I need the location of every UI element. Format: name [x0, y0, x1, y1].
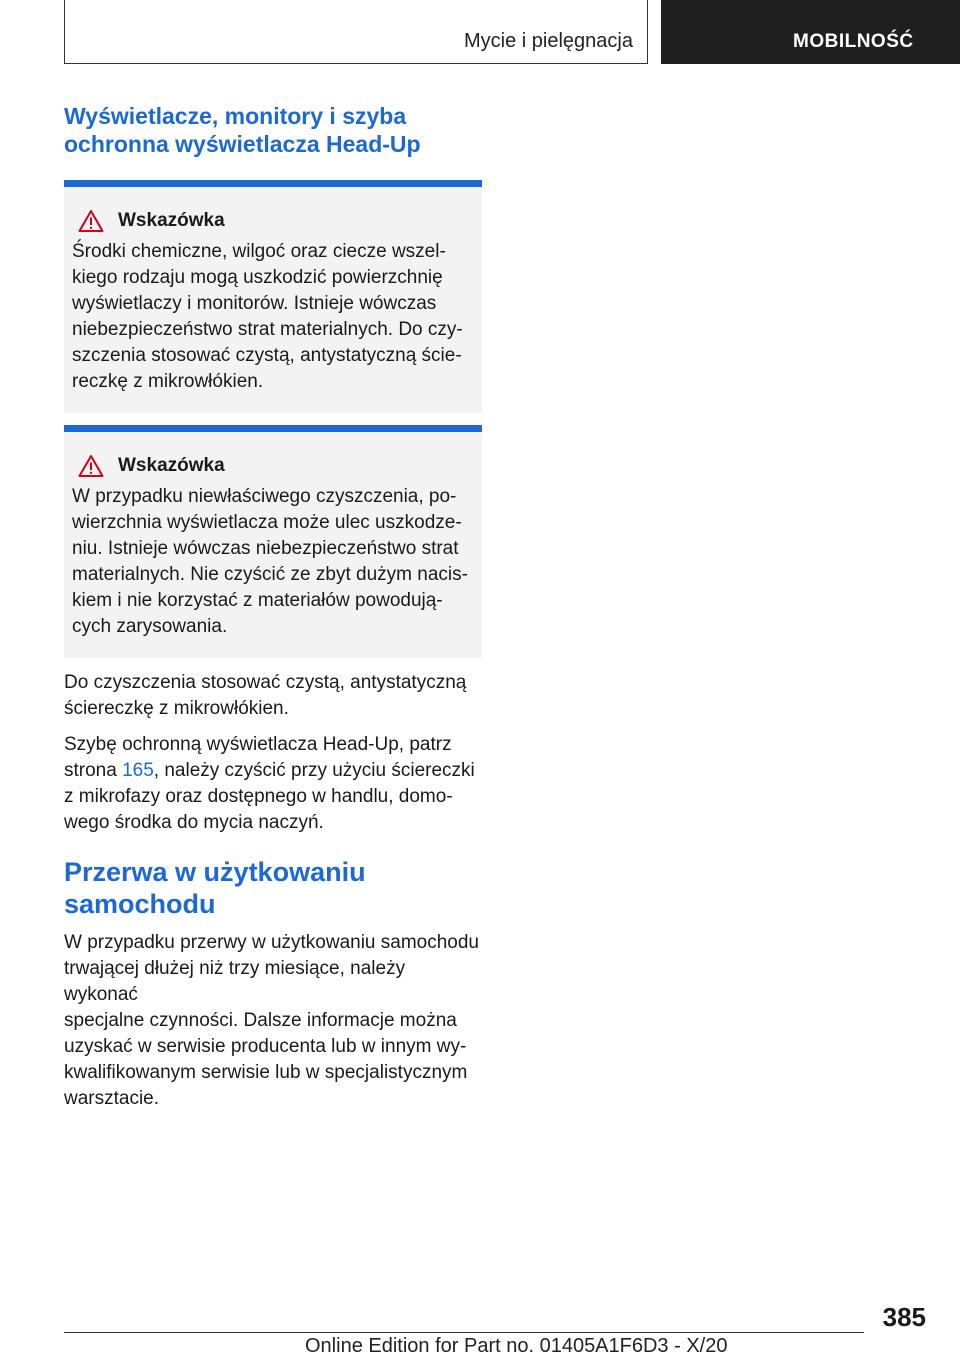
- paragraph-storage: [64, 930, 482, 1112]
- heading-line: samochodu: [64, 889, 216, 919]
- text-line: niebezpieczeństwo strat materialnych. Do czy‐: [72, 319, 463, 340]
- content-column: [64, 102, 482, 1122]
- header-section-title: Mycie i pielęgnacja: [464, 30, 633, 52]
- text-line: materialnych. Nie czyścić ze zbyt dużym nacis‐: [72, 564, 468, 585]
- text-fragment: strona: [64, 760, 123, 781]
- warning-title: Wskazówka: [118, 455, 225, 476]
- text-line: wierzchnia wyświetlacza może ulec uszkodze‐: [72, 512, 462, 533]
- warning-triangle-icon: [78, 454, 104, 478]
- text-line: wego środka do mycia naczyń.: [64, 812, 324, 833]
- header-chapter-title: MOBILNOŚĆ: [793, 31, 914, 52]
- text-line: specjalne czynności. Dalsze informacje można: [64, 1010, 457, 1031]
- text-line: ściereczkę z mikrowłókien.: [64, 698, 289, 719]
- page-reference-link[interactable]: 165: [122, 760, 154, 781]
- text-line: cych zarysowania.: [72, 616, 228, 637]
- text-line: Środki chemiczne, wilgoć oraz ciecze wszel‐: [72, 241, 446, 262]
- text-line: kiem i nie korzystać z materiałów powodują‐: [72, 590, 443, 611]
- paragraph-headup: [64, 732, 482, 836]
- text-line: kwalifikowanym serwisie lub w specjalistycznym: [64, 1062, 468, 1083]
- warning-box-2: [64, 425, 482, 658]
- warning-title: Wskazówka: [118, 210, 225, 231]
- page-number: 385: [882, 1302, 926, 1332]
- text-line: szczenia stosować czystą, antystatyczną ście‐: [72, 345, 462, 366]
- text-line: uzyskać w serwisie producenta lub w innym wy‐: [64, 1036, 467, 1057]
- text-line: reczkę z mikrowłókien.: [72, 371, 264, 392]
- text-line: kiego rodzaju mogą uszkodzić powierzchnię: [72, 267, 443, 288]
- footer-divider: [64, 1332, 864, 1333]
- warning-box-1: [64, 180, 482, 413]
- text-line: warsztacie.: [64, 1088, 160, 1109]
- text-line: z mikrofazy oraz dostępnego w handlu, domo‐: [64, 786, 453, 807]
- text-line: W przypadku niewłaściwego czyszczenia, po‐: [72, 486, 457, 507]
- text-fragment: , należy czyścić przy użyciu ściereczki: [153, 760, 475, 781]
- paragraph-cleaning: [64, 670, 482, 722]
- subheading: Wyświetlacze, monitory i szyba ochronna wyświetlacza Head-Up: [64, 103, 421, 157]
- warning-text: [72, 484, 472, 640]
- text-line: niu. Istnieje wówczas niebezpieczeństwo strat: [72, 538, 459, 559]
- section-heading: [64, 856, 482, 920]
- warning-text: [72, 239, 472, 395]
- header-section-box: [64, 0, 648, 64]
- text-line: Do czyszczenia stosować czystą, antystatyczną: [64, 672, 467, 693]
- warning-triangle-icon: [78, 209, 104, 233]
- warning-header: [72, 207, 472, 235]
- text-line: Szybę ochronną wyświetlacza Head-Up, patrz: [64, 734, 452, 755]
- heading-line: Przerwa w użytkowaniu: [64, 857, 366, 887]
- text-line: trwającej dłużej niż trzy miesiące, należy wykonać: [64, 958, 406, 1005]
- footer-edition: Online Edition for Part no. 01405A1F6D3 - X/20: [305, 1335, 728, 1357]
- warning-header: [72, 452, 472, 480]
- header-chapter-box: [661, 0, 960, 64]
- text-line: wyświetlaczy i monitorów. Istnieje wówczas: [72, 293, 437, 314]
- text-line: W przypadku przerwy w użytkowaniu samochodu: [64, 932, 480, 953]
